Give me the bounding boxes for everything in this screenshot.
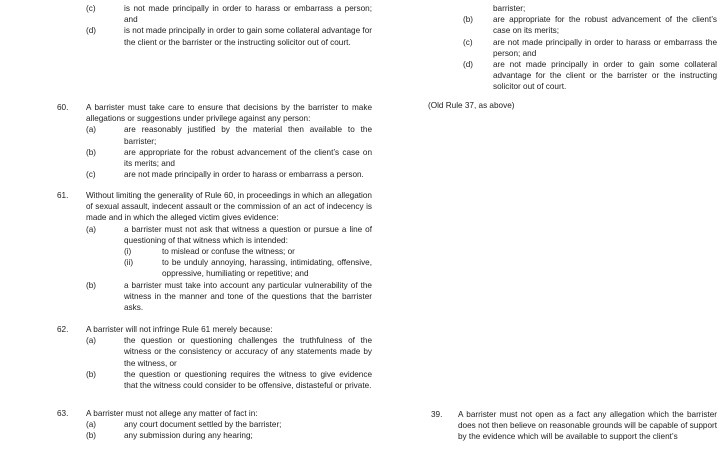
list-item	[86, 224, 372, 280]
rule-number: 39.	[431, 410, 443, 419]
sub-list-item	[124, 246, 372, 257]
rule-number: 60.	[57, 103, 69, 112]
list-item	[463, 37, 717, 59]
item-body	[124, 224, 372, 280]
item-text: are not made principally in order to harass or embarrass the person; and	[493, 37, 717, 58]
rule-text: A barrister must take care to ensure that decisions by the barrister to make allegations or suggestions under privilege against any person:	[86, 103, 372, 124]
item-marker: (b)	[86, 431, 97, 441]
item-text: to be unduly annoying, harassing, intimidating, offensive, oppressive, humiliating or repetitive; and	[162, 258, 372, 279]
item-marker: (b)	[463, 15, 474, 25]
list-item	[86, 430, 372, 441]
item-marker: (a)	[86, 420, 97, 430]
rule-body	[458, 409, 717, 443]
rule-62-block	[57, 324, 372, 391]
left-carryover-block	[57, 3, 372, 48]
list-item	[463, 14, 717, 36]
rule-row	[57, 102, 372, 180]
list-item	[86, 280, 372, 314]
rule-text: Without limiting the generality of Rule 60, in proceedings in which an allegation of sexual assault, indecent assault or the commission of an act of indecency is made and in which the alleged victim gives evidence:	[86, 191, 372, 223]
rule-row	[57, 190, 372, 313]
continuation-line: barrister;	[493, 4, 526, 13]
item-marker: (c)	[86, 170, 96, 180]
rule-body	[86, 324, 372, 391]
rule-61-block	[57, 190, 372, 313]
item-marker: (d)	[86, 26, 97, 36]
item-marker: (b)	[86, 147, 97, 157]
list-item	[86, 369, 372, 391]
item-marker: (a)	[86, 336, 97, 346]
rule-text: A barrister must not open as a fact any allegation which the barrister does not then believe on reasonable grounds will be capable of support by the evidence which will be available to support the client’s	[458, 410, 717, 442]
rule-63-block	[57, 408, 372, 442]
rule-row	[57, 324, 372, 391]
item-text: any submission during any hearing;	[124, 431, 253, 441]
list-item	[86, 147, 372, 169]
rule-text: A barrister must not allege any matter of fact in:	[86, 409, 258, 418]
list-item	[86, 335, 372, 369]
item-text: the question or questioning challenges the truthfulness of the witness or the consistency or accuracy of any statements made by the witness, or	[124, 336, 372, 368]
list-item	[86, 3, 372, 25]
item-marker: (c)	[463, 37, 473, 47]
item-text: are appropriate for the robust advancement of the client’s case on its merits; and	[124, 147, 372, 169]
rule-text: A barrister will not infringe Rule 61 merely because:	[86, 325, 273, 334]
item-marker: (a)	[86, 125, 97, 135]
item-text: are appropriate for the robust advancement of the client’s case on its merits;	[493, 15, 717, 36]
old-rule-note-block	[428, 100, 717, 111]
rule-39-block	[428, 409, 717, 443]
list-item	[86, 124, 372, 146]
item-text: are reasonably justified by the material then available to the barrister;	[124, 125, 372, 146]
item-text: any court document settled by the barrister;	[124, 420, 282, 430]
item-marker: (d)	[463, 60, 474, 70]
item-text: to mislead or confuse the witness; or	[162, 247, 295, 257]
item-text: a barrister must take into account any particular vulnerability of the witness in the manner and tone of the questions that the barrister asks.	[124, 280, 372, 313]
item-marker: (ii)	[124, 258, 134, 268]
item-marker: (b)	[86, 280, 97, 290]
list-item	[86, 25, 372, 47]
right-carryover-block	[428, 3, 717, 93]
rule-60-block	[57, 102, 372, 180]
old-rule-note: (Old Rule 37, as above)	[428, 101, 515, 110]
rule-row	[428, 409, 717, 443]
item-text: is not made principally in order to gain some collateral advantage for the client or the barrister or the instructing solicitor out of court.	[124, 26, 372, 47]
item-marker: (a)	[86, 224, 97, 234]
item-marker: (c)	[86, 4, 96, 13]
list-item	[86, 169, 372, 180]
item-marker: (b)	[86, 369, 97, 379]
item-text: are not made principally in order to harass or embarrass a person.	[124, 170, 364, 180]
rule-number: 62.	[57, 325, 69, 334]
list-item	[86, 419, 372, 430]
item-marker: (i)	[124, 247, 132, 257]
rule-row	[57, 408, 372, 442]
item-text: the question or questioning requires the witness to give evidence that the witness could consider to be offensive, distasteful or private.	[124, 369, 372, 391]
item-text: is not made principally in order to harass or embarrass a person; and	[124, 4, 372, 25]
item-text: a barrister must not ask that witness a question or pursue a line of questioning of that witness which is intended:	[124, 224, 372, 245]
rule-number: 63.	[57, 409, 69, 418]
item-text: are not made principally in order to gain some collateral advantage for the client or the barrister or the instructing solicitor out of court.	[493, 60, 717, 92]
rule-body	[86, 102, 372, 180]
rule-body	[86, 408, 372, 442]
rule-body	[86, 190, 372, 313]
list-item	[463, 59, 717, 93]
sub-list-item	[124, 257, 372, 279]
rule-number: 61.	[57, 191, 69, 200]
